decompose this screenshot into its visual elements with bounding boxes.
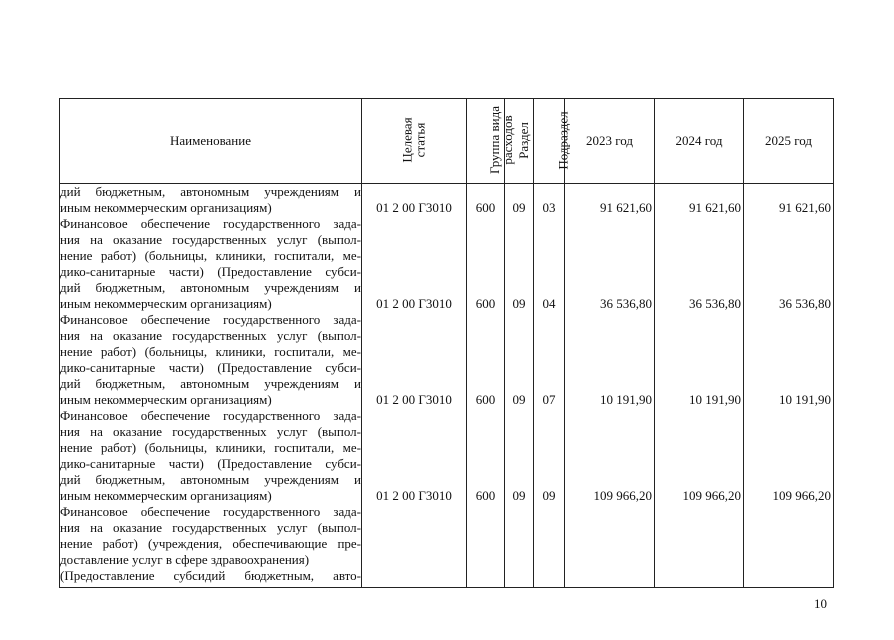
y2025-column [744,184,834,588]
cell-y2024: 10 191,90 [689,392,741,407]
cell-y2024: 91 621,60 [689,200,741,215]
name-line: дико-санитарные части) (Предоставление субси- [60,456,361,471]
header-target-article: Целевая статья [362,99,467,184]
cell-section: 09 [512,200,526,215]
target-column [362,184,467,588]
cell-y2023: 109 966,20 [593,488,652,503]
cell-y2024: 109 966,20 [682,488,741,503]
cell-y2025: 10 191,90 [779,392,831,407]
header-subsection: Подраздел [534,99,565,184]
cell-y2024: 36 536,80 [689,296,741,311]
cell-y2025: 109 966,20 [772,488,831,503]
cell-subsection: 07 [542,392,556,407]
name-line: иным некоммерческим организациям) [60,296,272,311]
cell-y2023: 36 536,80 [600,296,652,311]
name-line: нение работ) (больницы, клиники, госпитали, ме- [60,344,361,359]
cell-group: 600 [475,392,496,407]
cell-y2023: 10 191,90 [600,392,652,407]
cell-target: 01 2 00 Г3010 [376,200,452,215]
name-line: Финансовое обеспечение государственного зада- [60,504,361,519]
cell-section: 09 [512,488,526,503]
page-number: 10 [814,596,827,611]
name-line: ния на оказание государственных услуг (выпол- [60,328,361,343]
name-line: дий бюджетным, автономным учреждениям и [60,376,361,391]
name-line: нение работ) (учреждения, обеспечивающие пре- [60,536,361,551]
cell-target: 01 2 00 Г3010 [376,488,452,503]
name-line: дико-санитарные части) (Предоставление субси- [60,264,361,279]
budget-table [59,98,834,588]
header-2024: 2024 год [655,99,744,184]
name-line: ния на оказание государственных услуг (выпол- [60,424,361,439]
y2023-column [565,184,655,588]
name-line: иным некоммерческим организациям) [60,392,272,407]
cell-subsection: 09 [542,488,556,503]
cell-group: 600 [475,488,496,503]
header-section: Раздел [505,99,534,184]
name-line: ния на оказание государственных услуг (выпол- [60,520,361,535]
name-line: нение работ) (больницы, клиники, госпитали, ме- [60,248,361,263]
name-line: иным некоммерческим организациям) [60,488,272,503]
name-column [60,184,362,588]
group-column [467,184,505,588]
name-line: Финансовое обеспечение государственного зада- [60,216,361,231]
cell-y2025: 91 621,60 [779,200,831,215]
header-expense-group: Группа вида расходов [467,99,505,184]
section-column [505,184,534,588]
name-line: дико-санитарные части) (Предоставление субси- [60,360,361,375]
name-line: ния на оказание государственных услуг (выпол- [60,232,361,247]
cell-section: 09 [512,392,526,407]
cell-y2023: 91 621,60 [600,200,652,215]
name-line: Финансовое обеспечение государственного зада- [60,408,361,423]
cell-subsection: 03 [542,200,556,215]
name-line: иным некоммерческим организациям) [60,200,272,215]
cell-target: 01 2 00 Г3010 [376,296,452,311]
header-2023: 2023 год [565,99,655,184]
name-line: Финансовое обеспечение государственного зада- [60,312,361,327]
subsection-column [534,184,565,588]
name-line: нение работ) (больницы, клиники, госпитали, ме- [60,440,361,455]
name-line: дий бюджетным, автономным учреждениям и [60,472,361,487]
cell-section: 09 [512,296,526,311]
name-line: дий бюджетным, автономным учреждениям и [60,280,361,295]
table-body-row [60,184,834,588]
cell-y2025: 36 536,80 [779,296,831,311]
header-name: Наименование [60,99,362,184]
cell-group: 600 [475,296,496,311]
name-line: доставление услуг в сфере здравоохранения) [60,552,310,567]
name-line: дий бюджетным, автономным учреждениям и [60,184,361,199]
header-2025: 2025 год [744,99,834,184]
name-line: (Предоставление субсидий бюджетным, авто- [60,568,361,583]
y2024-column [655,184,744,588]
header-row [60,99,834,184]
cell-group: 600 [475,200,496,215]
cell-target: 01 2 00 Г3010 [376,392,452,407]
cell-subsection: 04 [542,296,556,311]
